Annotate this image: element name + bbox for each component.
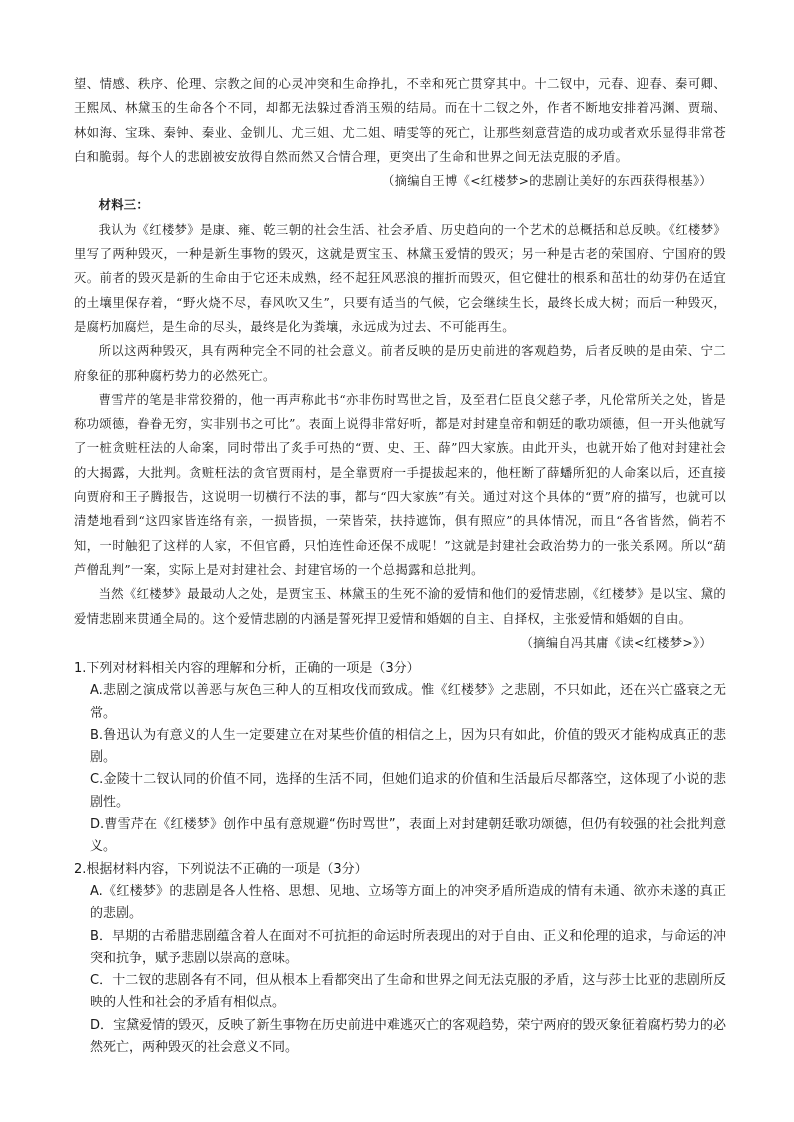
- option-a: A.《红楼梦》的悲剧是各人性格、思想、见地、立场等方面上的冲突矛盾所造成的情有未通、欲亦未遂的真正的悲剧。: [90, 883, 726, 922]
- material-three-paragraph: 曹雪芹的笔是非常狡猾的，他一再声称此书“亦非伤时骂世之旨，及至君仁臣良父慈子孝，凡伦常所关之处，皆是称功颂德，眷眷无穷，实非别书之可比”。表面上说得非常好听，都是对封建皇帝和朝廷的歌功颂德，但一开头他就写了一桩贪赃枉法的人命案，同时带出了炙手可热的“贾、史、王、薛”四大家族。由此开头，也就开始了他对封建社会的大揭露，大批判。贪赃枉法的贪官贾雨村，是全靠贾府一手提拔起来的，他枉断了薛蟠所犯的人命案以后，还直接向贾府和王子腾报告，这说明一切横行不法的事，都与“四大家族”有关。通过对这个具体的“贾”府的描写，也就可以清楚地看到“这四家皆连络有亲，一损皆损，一荣皆荣，扶持遮饰，俱有照应”的具体情况，而且“各省皆然，倘若不知，一时触犯了这样的人家，不但官爵，只怕连性命还保不成呢！”这就是封建社会政治势力的一张关系网。所以“葫芦僧乱判”一案，实际上是对封建社会、封建官场的一个总揭露和总批判。: [74, 392, 726, 577]
- option-c: C.金陵十二钗认同的价值不同，选择的生活不同，但她们追求的价值和生活最后尽都落空，这体现了小说的悲剧性。: [90, 772, 726, 810]
- material-three-source: （摘编自冯其庸《读<红楼梦>》）: [520, 635, 712, 650]
- material-two-paragraph: 望、情感、秩序、伦理、宗教之间的心灵冲突和生命挣扎，不幸和死亡贯穿其中。十二钗中，元春、迎春、秦可卿、王熙凤、林黛玉的生命各个不同，却都无法躲过香消玉殒的结局。而在十二钗之外，作者不断地安排着冯渊、贾瑞、林如海、宝珠、秦钟、秦业、金钏儿、尤三姐、尤二姐、晴雯等的死亡，让那些刻意营造的成功或者欢乐显得非常苍白和脆弱。每个人的悲剧被安放得自然而然又合情合理，更突出了生命和世界之间无法克服的矛盾。: [74, 77, 726, 164]
- question-section: [74, 658, 726, 1059]
- material-three-paragraph: 所以这两种毁灭，具有两种完全不同的社会意义。前者反映的是历史前进的客观趋势，后者反映的是由荣、宁二府象征的那种腐朽势力的必然死亡。: [74, 344, 726, 383]
- question-1: [74, 658, 726, 859]
- material-three-heading: 材料三：: [98, 197, 149, 213]
- option-b: B．早期的古希腊悲剧蕴含着人在面对不可抗拒的命运时所表现出的对于自由、正义和伦理的追求，与命运的冲突和抗争，赋予悲剧以崇高的意味。: [90, 928, 726, 966]
- option-a: A.悲剧之演成常以善恶与灰色三种人的互相攻伐而致成。惟《红楼梦》之悲剧，不只如此，还在兴亡盛衰之无常。: [90, 683, 726, 721]
- material-three-paragraph: 我认为《红楼梦》是康、雍、乾三朝的社会生活、社会矛盾、历史趋向的一个艺术的总概括和总反映。《红楼梦》里写了两种毁灭，一种是新生事物的毁灭，这就是贾宝玉、林黛玉爱情的毁灭；另一种是古老的荣国府、宁国府的毁灭。前者的毁灭是新的生命由于它还未成熟，经不起狂风恶浪的摧折而毁灭，但它健壮的根系和茁壮的幼芽仍在适宜的土壤里保存着，“野火烧不尽，春风吹又生”，只要有适当的气候，它会继续生长，最终长成大树；而后一种毁灭，是腐朽加腐烂，是生命的尽头，最终是化为粪壤，永远成为过去、不可能再生。: [74, 222, 726, 334]
- question-stem: 2.根据材料内容，下列说法不正确的一项是（3分）: [74, 861, 368, 877]
- question-stem: 1.下列对材料相关内容的理解和分析，正确的一项是（3分）: [74, 661, 420, 676]
- reading-materials: [74, 72, 726, 655]
- option-c: C．十二钗的悲剧各有不同，但从根本上看都突出了生命和世界之间无法克服的矛盾，这与莎士比亚的悲剧所反映的人性和社会的矛盾有相似点。: [90, 973, 726, 1011]
- option-b: B.鲁迅认为有意义的人生一定要建立在对某些价值的相信之上，因为只有如此，价值的毁灭才能构成真正的悲剧。: [90, 727, 726, 766]
- option-d: D.曹雪芹在《红楼梦》创作中虽有意规避“伤时骂世”，表面上对封建朝廷歌功颂德，但仍有较强的社会批判意义。: [90, 817, 726, 855]
- material-three-paragraph: 当然《红楼梦》最最动人之处，是贾宝玉、林黛玉的生死不渝的爱情和他们的爱情悲剧，《红楼梦》是以宝、黛的爱情悲剧来贯通全局的。这个爱情悲剧的内涵是誓死捍卫爱情和婚姻的自主、自择权，主张爱情和婚姻的自由。: [74, 587, 726, 626]
- question-2: [74, 859, 726, 1060]
- material-two-source: （摘编自王博《<红楼梦>的悲剧让美好的东西获得根基》）: [382, 174, 712, 189]
- option-d: D．宝黛爱情的毁灭，反映了新生事物在历史前进中难逃灭亡的客观趋势，荣宁两府的毁灭象征着腐朽势力的必然死亡，两种毁灭的社会意义不同。: [90, 1017, 726, 1056]
